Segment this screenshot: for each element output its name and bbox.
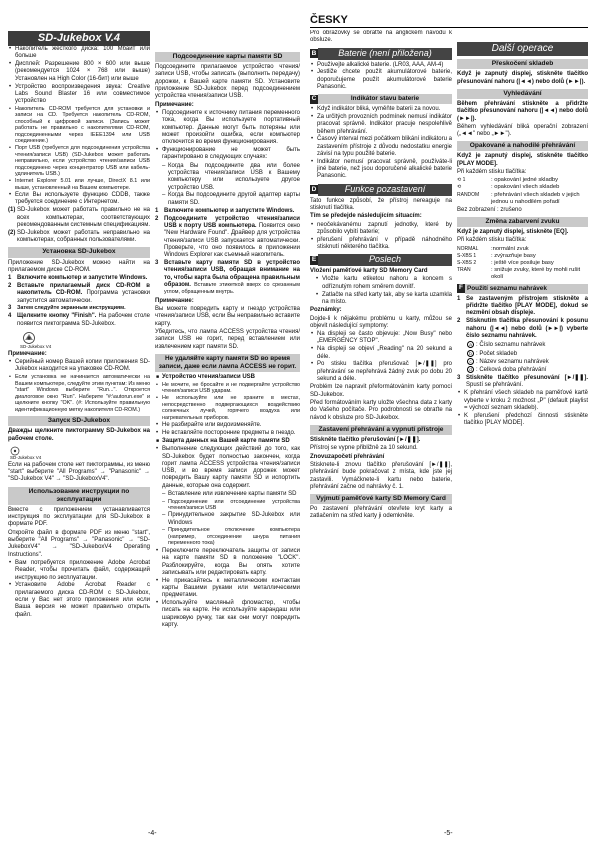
install-intro: Приложение SD-Jukebox можно найти на прилагаемом диске CD-ROM. (8, 259, 150, 273)
section-f (457, 284, 588, 294)
start-heading: Запуск SD-Jukebox (8, 416, 150, 426)
list-item: 1 Включите компьютер и запустите Windows. (155, 207, 295, 214)
section-title: Indikátor stavu baterie (318, 94, 452, 104)
search-heading: Vyhledávání (457, 89, 588, 99)
manual-text-2: Откройте файл в формате PDF из меню "start", выберите "All Programs" → "Panasonic" → "SD-JukeboxV4" → "SD-JukeboxV4 Operating Instructions". (8, 529, 150, 558)
table-row: TRAN : snižuje zvuky, které by mohli rušit okolí (457, 266, 581, 280)
sound-heading: Změna zabarvení zvuku (457, 217, 588, 227)
manual-notes (8, 560, 150, 619)
ru-column-2 (155, 52, 300, 822)
section-letter: F (457, 284, 465, 293)
list-item: • Подсоедините к источнику питания переменного тока, когда Вы используете портативный компьютер. Данные могут быть потеряны или может произойти ошибка, если компьютер отключится во время функционирования. (155, 110, 300, 147)
format-text-2: Před formátováním karty uložte všechna data z karty do Vašeho počítače. Pro podrobnosti se obraťte na návod k obsluze pro SD-Jukebox. (310, 399, 452, 421)
repeat-off: Bez zobrazení : zrušeno (457, 206, 522, 213)
manual-heading: Использование инструкции по эксплуатации (8, 487, 150, 505)
list-item: • Na displeji se často objevuje: „Now Busy" nebo „EMERGENCY STOP". (310, 331, 452, 346)
playlist-steps (457, 296, 588, 340)
section-d (310, 184, 452, 196)
connect-heading: Подсоединение карты памяти SD (155, 52, 300, 62)
table-row: NORMAL :normální zvuk (457, 245, 529, 252)
section-letter: B (311, 49, 317, 57)
remove-heading: Vyjmutí paměťové karty SD Memory Card (310, 494, 452, 504)
list-item: • Накопитель CD-ROM требуется для установки и записи на CD. Требуется накопитель CD-ROM, способный к цифровой записи. (Запись может работать не правильно с накопителями CD-ROM, подсоединенными через IEEE1394 или USB соединение.) (8, 106, 150, 145)
list-item: – Принудительное отключение компьютера (например, отсоединение шнура питания переменного тока) (161, 527, 300, 546)
list-item: 3 Вставьте карту памяти SD в устройство чтения/записи USB, обращая внимание на то, чтобы карта была обращена правильным образом. Вставьте этикеткой вверх со срезанным углом, обращенным внутрь. (155, 260, 300, 296)
protect-heading-list (155, 438, 300, 445)
list-item: c : Název seznamu nahrávek (467, 358, 588, 366)
connect-steps (155, 208, 300, 297)
table-row: RANDOM : přehrávání všech skladeb v jejich jednou u nahodilém pořadí (457, 191, 580, 205)
note2-label: Примечание: (155, 297, 194, 304)
remove-text: Po zastavení přehrávání otevřete kryt karty a zatlačením na střed karty ji odemkněte. (310, 506, 452, 520)
table-row: ⟲ 1 : opakování jedné skladby (457, 177, 559, 184)
list-item: – Вставление или извлечение карты памяти SD (161, 491, 300, 498)
section-title: Poslech (318, 254, 452, 266)
list-item: • Выполнение следующих действий до того, как SD-Jukebox будет полностью закончен, когда горит лампа ACCESS устройства чтения/записи USB, и во время записи дорожек может повредить Вашу карту памяти SD и испортить данные, которые она содержит. (155, 446, 300, 490)
notes-text: Dojde-li k nějakému problému u karty, můžou se objevit následující symptomy: (310, 315, 452, 329)
list-item: • K přerušení předchozí činnosti stiskněte tlačítko [PLAY MODE]. (457, 413, 588, 428)
section-title: Baterie (není přiložena) (318, 48, 452, 60)
page-number-left: -4- (148, 830, 157, 837)
stop-text: Přístroj se vypne přibližně za 10 sekund. (310, 445, 418, 452)
repeat-mode-table (457, 177, 588, 205)
section-e (310, 254, 452, 266)
repeat-heading: Opakované a nahodilé přehrávání (457, 141, 588, 151)
note-label: Примечание: (155, 101, 194, 108)
warning-box: Не удаляйте карту памяти SD во время записи, даже если лампа ACCESS не горит. (155, 354, 300, 372)
list-item: • K přehrání všech skladeb na paměťové kartě vyberte v kroku 2 možnost „P" (default playlist = výchozí seznam skladeb). (457, 390, 588, 412)
list-item: • Indikátor nemusí pracovat správně, používáte-li jiné baterie, než jsou doporučené alkalické baterie Panasonic. (310, 159, 452, 181)
list-item: b : Počet skladeb (467, 350, 588, 358)
note2-text: Вы можете повредить карту и гнездо устройства чтения/записи USB, если Вы неправильно вставите карту. (155, 306, 300, 327)
usb-heading-list (155, 374, 300, 381)
sound-bold: Když je zapnutý displej, stiskněte [EQ]. (457, 229, 569, 235)
list-item: • Если установка не начинается автоматически на Вашем компьютере, следуйте этим пунктам: Из меню "start" Windows выберите "Run...". Откроется диалоговое окно "Run". Наберите "#:\autorun.exe" и щелкните кнопку "OK". (#: Используйте правильную идентификационную метку накопителя CD-ROM.) (8, 374, 150, 413)
list-item: • Za určitých provozních podmínek nemusí indikátor pracovat správně. Indikátor pracuje nespolehlivě během přehrávání. (310, 114, 452, 136)
hold-text: Tato funkce způsobí, že přístroj nereaguje na stisknutí tlačítka. (310, 197, 452, 211)
list-item: • Když indikátor bliká, vyměňte baterii za novou. (310, 106, 452, 113)
list-item: 2 Вставьте прилагаемый диск CD-ROM в накопитель CD-ROM. Программа установки запустится автоматически. (8, 282, 150, 304)
protect-notes (155, 446, 300, 490)
section-letter: C (311, 95, 317, 103)
notes-label: Poznámky: (310, 307, 342, 314)
playlist-step-3 (457, 375, 588, 390)
repeat-text: Při každém stisku tlačítka: (457, 169, 527, 176)
insert-card-list (310, 276, 452, 306)
start-bold: Дважды щелкните пиктограмму SD-Jukebox на рабочем столе. (8, 428, 150, 442)
sd-jukebox-logo (20, 331, 66, 349)
list-item: • Порт USB (требуется для подсоединения устройства чтения/записи USB) (SD-Jukebox может работать неправильно, если устройство чтения/записи USB подсоединено через концентратор USB или кабель-удлинитель USB.) (8, 145, 150, 177)
list-item: 2 Подсоедините устройство чтения/записи USB к порту USB компьютера. Появится окно "New Hardware Found". Драйвер для устройства чтения/записи USB запускается автоматически. Проверьте, что оно появилось в приложении Windows Explorer как съемный накопитель. (155, 215, 300, 259)
insert-card-heading: Vložení paměťové karty SD Memory Card (310, 268, 428, 275)
list-item: • Zatlačte na střed karty tak, aby se karta uzamkla na místo. (315, 292, 452, 307)
list-item: 3 Stiskněte tlačítko přesunování [►/❚❚]. Spustí se přehrávání. (457, 374, 588, 388)
playlist-notes (457, 390, 588, 427)
skip-bold: Když je zapnutý displej, stiskněte tlačítko přesunování nahoru (|◄◄) nebo dolů (►►|). (457, 71, 588, 85)
symptom-list (310, 331, 452, 383)
note2-text-2: Убедитесь, что лампа ACCESS устройства чтения/записи USB не горит, перед вставлением или извлечением карт памяти SD. (155, 328, 300, 350)
list-item: • Vložte kartu etiketou nahoru a koncem s odříznutým rohem směrem dovnitř. (315, 276, 452, 291)
list-item: • Дисплей: Разрешение 800 × 600 или выше (рекомендуется 1024 × 768 или выше) Установлен на High Color (16-бит) или выше (8, 61, 150, 83)
list-item: – Принудительное закрытие SD-Jukebox или Windows (161, 512, 300, 527)
protect-heading: ■ Защита данных на Вашей карте памяти SD (155, 438, 300, 445)
start-text: Если на рабочем столе нет пиктограммы, из меню "start" выберите "All Programs" → "Panasonic" → "SD-Jukebox V4" → "SD-JukeboxV4". (8, 461, 150, 483)
install-steps (8, 275, 150, 328)
connect-notes (155, 110, 300, 162)
battery-list (310, 62, 452, 92)
list-item: • Переключите переключатель защиты от записи на карте памяти SD в положение "LOCK". Разблокируйте, когда Вы опять хотите записывать или редактировать карту. (155, 548, 300, 577)
list-item: 3 Затем следуйте экранным инструкциям. (8, 305, 126, 312)
list-item: • Po stisku tlačítka přerušovač [►/❚❚] pro přehrávání se nepřehrává žádný zvuk po dobu 20 sekund a déle. (310, 361, 452, 383)
usb-notes (155, 382, 300, 437)
battery-indicator-list (310, 106, 452, 181)
list-item: • Установите Adobe Acrobat Reader с прилагаемого диска CD-ROM с SD-Jukebox, если у Вас нет этого приложения или если Ваша версия не может правильно открыть файл. (8, 582, 150, 619)
list-item: • Используйте масляный фломастер, чтобы писать на карте. Не используйте карандаш или шариковую ручку, так как они могут повредить карту. (155, 600, 300, 629)
section-title: Použití seznamu nahrávek (465, 284, 588, 294)
cz-column-2 (457, 42, 588, 824)
hold-list (310, 222, 452, 252)
search-text: Během vyhledávání bliká operační zobrazení („◄◄" nebo „►►"). (457, 123, 588, 138)
section-b (310, 48, 452, 60)
cz-column-1 (310, 30, 452, 824)
list-item: – Когда Вы подсоедините два или более устройства чтения/записи USB к Вашему компьютеру или используете другое устройство USB. (161, 163, 300, 192)
table-row: ⟲ : opakování všech skladeb (457, 184, 560, 191)
format-text: Problém lze napravit přeformátováním karty pomocí SD-Jukebox. (310, 384, 452, 398)
list-item: d : Celková doba přehrávání (467, 366, 588, 374)
list-item: (1) SD-Jukebox может работать правильно не на всех компьютерах, соответствующих рекомендованным системным спецификациям. (8, 207, 150, 229)
install-notes (8, 359, 150, 413)
list-item: • Internet Explorer 5.01 или лучше, DirectX 8.1 или выше, установленный на Вашем компьютере. (8, 178, 150, 191)
list-item: 4 Щелкните кнопку "Finish". На рабочем столе появится пиктограмма SD-Jukebox. (8, 313, 150, 327)
other-operations-title: Další operace (457, 42, 588, 56)
usb-heading: ■ Устройство чтения/записи USB (155, 374, 300, 381)
list-item: • Не прикасайтесь к металлическим контактам карты Вашими руками или металлическими предметами. (155, 578, 300, 600)
sd-jukebox-title: SD-Jukebox V.4 (8, 31, 150, 46)
list-item: • Не вставляйте посторонние предметы в гнездо. (155, 430, 300, 437)
protect-notes-2 (155, 548, 300, 629)
stop-bold: Stiskněte tlačítko přerušování [►/❚❚]. (310, 436, 421, 443)
list-item: (2) SD-Jukebox может работать неправильно на компьютерах, собранных пользователями. (8, 229, 150, 244)
manual-text: Вместе с приложением устанавливается инструкция по эксплуатации для SD-Jukebox в формате PDF. (8, 506, 150, 528)
system-requirements-list (8, 46, 150, 206)
list-item: • Накопитель жесткого диска: 100 Мбайт или больше (8, 46, 150, 61)
section-letter: E (311, 256, 317, 264)
list-item: 2 Stisknutím tlačítka přesunování k posunu nahoru (|◄◄) nebo dolů (►►|) vyberte číslo seznamu nahrávek. (457, 318, 588, 339)
section-letter: D (311, 185, 317, 193)
stop-heading: Zastavení přehrávání a vypnutí přístroje (310, 425, 452, 435)
list-item: • Не используйте или не храните в местах, непосредственно подвергающихся воздействию солнечных лучей, горячего воздуха или нагревательных приборов. (155, 395, 300, 421)
list-item: – Когда Вы подсоедините другой адаптер карты памяти SD. (161, 192, 300, 207)
list-item: • neočekávanému zapnutí jednotky, které by způsobilo vybití baterie; (310, 222, 452, 237)
list-item: • Не мочите, не бросайте и не подвергайте устройство чтения/записи USB ударам. (155, 382, 300, 395)
ru-column-1 (8, 46, 150, 822)
sound-text: Při každém stisku tlačítka: (457, 237, 527, 244)
connect-note-dashes (155, 163, 300, 207)
logo-label: SD-Jukebox V4 (20, 343, 52, 349)
list-item: • Не разбирайте или видоизменяйте. (155, 422, 300, 429)
search-bold: Během přehrávání stiskněte a přidržte tlačítko přesunování nahoru (|◄◄) nebo dolů (►►|). (457, 100, 588, 122)
connect-text: Подсоедините прилагаемое устройство чтения/записи USB, чтобы записать (выполнить передачу) дорожки, к Вашей карте памяти SD. Установите приложение SD-Jukebox перед подсоединением устройства чтения/записи USB. (155, 64, 300, 100)
list-item: – Подсоединение или отсоединение устройства чтения/записи USB (161, 499, 300, 512)
list-item: • Časový interval mezi počátkem blikání indikátoru a zastavením přístroje z důvodu nedostatku energie závisí na typu použité baterie. (310, 136, 452, 158)
list-item: • Na displeji se objeví „Reading" na 20 sekund a déle. (310, 346, 452, 361)
list-item: • Функционирование не может быть гарантировано в следующих случаях: (155, 147, 300, 162)
list-item: 1 Se zastaveným přístrojem stiskněte a přidržte tlačítko [PLAY MODE], dokud se nezmění obsah displeje. (457, 295, 588, 317)
list-item: 1 Включите компьютер и запустите Windows. (8, 275, 148, 282)
table-row: S-XBS 2 : ještě více posiluje basy (457, 259, 554, 266)
page-number-right: -5- (444, 830, 453, 837)
notes-numbered (8, 207, 150, 244)
install-heading: Установка SD-Jukebox (8, 247, 150, 257)
sd-jukebox-logo-2 (10, 446, 56, 460)
cz-intro: Pro obrazovky se obraťte na anglickém návodu k obsluze. (310, 30, 452, 44)
table-row: S-XBS 1 : zvýrazňuje basy (457, 252, 536, 259)
hold-bold: Tím se předejde následujícím situacím: (310, 213, 422, 220)
protect-dashes (155, 491, 300, 547)
note-label: Примечание: (8, 350, 47, 357)
list-item: • Если Вы используете функцию CDDB, также требуется соединение с Интернетом. (8, 192, 150, 207)
resume-text: Stisknete-li znovu tlačítko přerušování [►/❚❚], přehrávání bude pokračovat z místa, kde jste jej zastavili. Vymáčknete-li kartu nebo baterie, přehrávání začne od nahrávky č. 1. (310, 461, 452, 490)
repeat-bold: Když je zapnutý displej, stiskněte tlačítko [PLAY MODE]. (457, 153, 588, 167)
logo-label: SD-Jukebox V4 (10, 454, 42, 460)
list-item: • Jestliže chcete použít akumulátorové baterie, doporučujeme použít akumulátorové baterie Panasonic. (310, 69, 452, 91)
list-item: • Вам потребуется приложение Adobe Acrobat Reader, чтобы прочитать файл, содержащий инструкцию по эксплуатации. (8, 560, 150, 582)
sound-mode-table (457, 246, 588, 281)
list-item: • Устройство воспроизведения звука: Creative Labs Sound Blaster 16 или совместимое устройство (8, 84, 150, 106)
resume-heading: Znovuzapočetí přehrávání (310, 453, 385, 460)
language-heading: ČESKY (310, 14, 588, 28)
section-title: Funkce pozastavení (318, 184, 452, 196)
skip-heading: Přeskočení skladeb (457, 59, 588, 69)
list-item: a : Číslo seznamu nahrávek (467, 341, 588, 349)
list-item: • Použivejte alkalické baterie. (LR03, AAA, AM-4) (310, 62, 452, 69)
list-item: • přerušení přehrávání v případě náhodného stisknutí některého tlačítka. (310, 237, 452, 252)
section-c (310, 94, 452, 104)
list-item: • Серийный номер Вашей копии приложения SD-Jukebox находится на упаковке CD-ROM. (8, 359, 150, 374)
playlist-legend (457, 341, 588, 375)
